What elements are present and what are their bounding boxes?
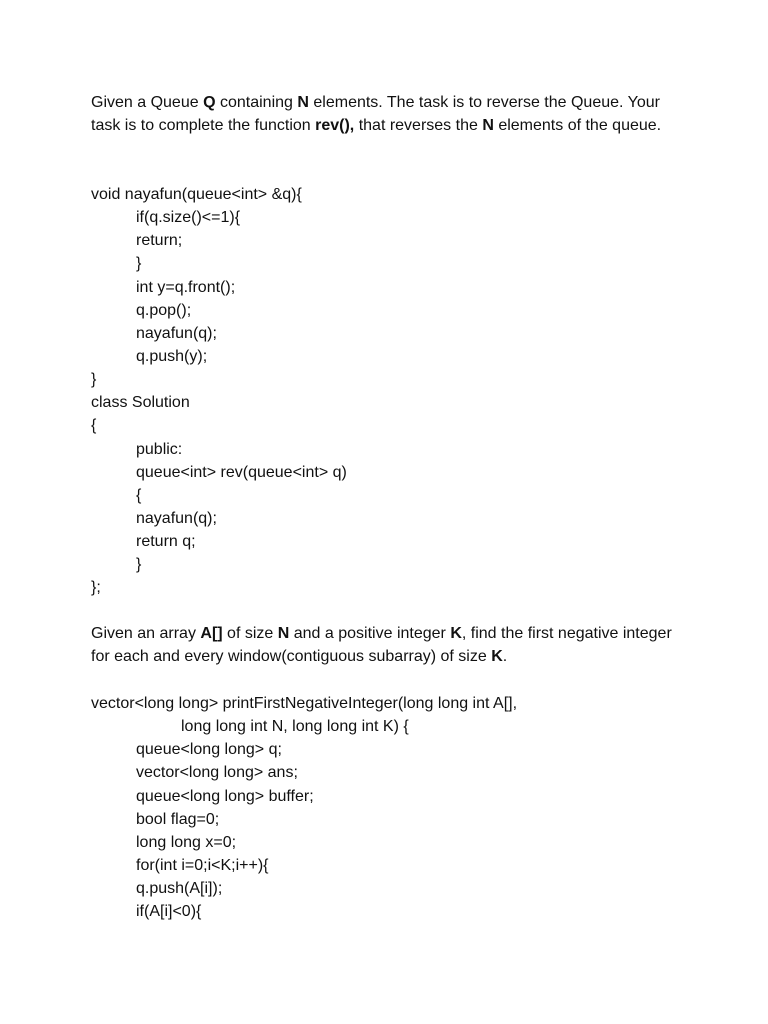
problem-statement-first-negative [91, 622, 691, 669]
bold-n: N [482, 117, 494, 135]
text: that reverses the [354, 117, 483, 135]
code-line: q.push(A[i]); [136, 880, 223, 898]
text: elements of the queue. [493, 117, 662, 135]
code-line: q.pop(); [136, 301, 192, 319]
problem-statement-queue-reverse [91, 91, 691, 138]
code-line: queue<long long> buffer; [136, 787, 314, 805]
text: Given a Queue [91, 94, 204, 111]
code-line: int y=q.front(); [136, 278, 236, 296]
code-line: long long int N, long long int K) { [181, 718, 409, 736]
code-line: } [136, 556, 142, 574]
code-line: } [91, 371, 97, 389]
bold-k: K [491, 648, 503, 666]
text: containing [215, 94, 298, 111]
text: and a positive integer [289, 625, 451, 642]
code-line: return q; [136, 533, 196, 551]
code-line: vector<long long> printFirstNegativeInteger(long long int A[], [91, 695, 518, 712]
code-line: for(int i=0;i<K;i++){ [136, 856, 269, 874]
code-line: } [136, 255, 142, 273]
code-line: nayafun(q); [136, 324, 217, 342]
code-line: queue<int> rev(queue<int> q) [136, 463, 347, 481]
code-line: return; [136, 232, 183, 250]
code-block-queue-reverse [91, 183, 731, 600]
text: elements. The task is to reverse the Queue. Your task is to complete the function [91, 94, 660, 135]
bold-a: A[] [200, 625, 223, 642]
text: , find the first negative integer for each and every window(contiguous subarray) of size [91, 625, 672, 666]
bold-rev: rev(), [315, 117, 355, 135]
code-line: queue<long long> q; [136, 741, 282, 759]
code-line: public: [136, 440, 183, 458]
code-line: vector<long long> ans; [136, 764, 298, 782]
code-line: }; [91, 579, 101, 597]
code-line: void nayafun(queue<int> &q){ [91, 186, 302, 203]
code-line: q.push(y); [136, 347, 208, 365]
bold-n: N [277, 625, 290, 642]
code-line: if(A[i]<0){ [136, 903, 202, 921]
code-line: nayafun(q); [136, 509, 217, 527]
text: of size [222, 625, 278, 642]
code-line: bool flag=0; [136, 810, 220, 828]
bold-k: K [450, 625, 462, 642]
code-line: if(q.size()<=1){ [136, 209, 241, 227]
text: Given an array [91, 625, 201, 642]
code-line: long long x=0; [136, 833, 237, 851]
bold-n: N [297, 94, 309, 111]
bold-q: Q [203, 94, 216, 111]
code-line: { [91, 417, 97, 435]
text: . [502, 648, 508, 666]
code-block-first-negative [91, 692, 731, 923]
code-line: class Solution [91, 394, 190, 412]
code-line: { [136, 486, 142, 504]
